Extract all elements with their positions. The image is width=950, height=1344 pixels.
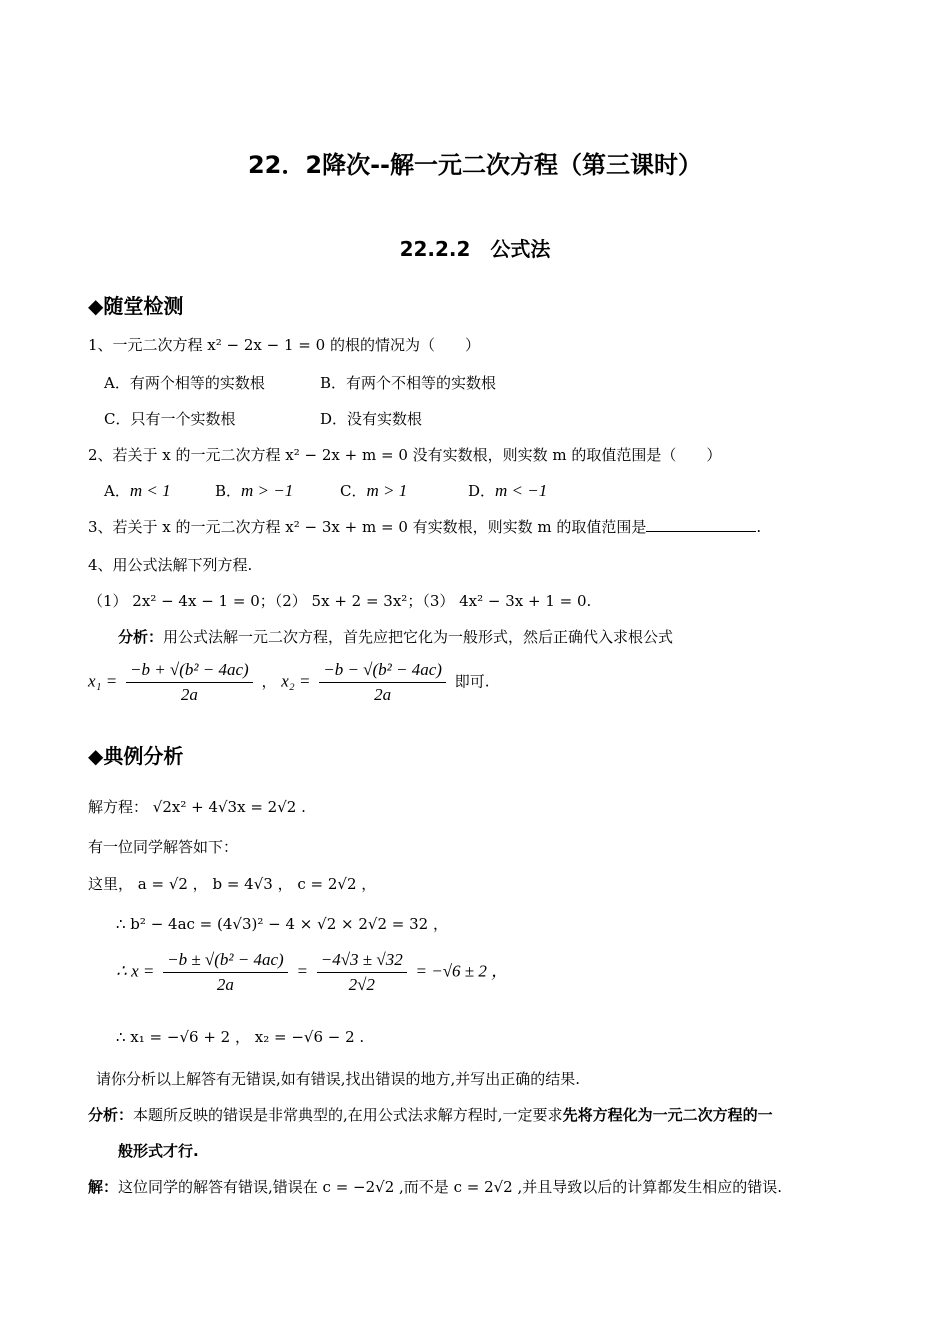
page-subtitle: 22.2.2 公式法	[399, 237, 551, 261]
analysis-2-bold: 先将方程化为一元二次方程的一	[562, 1106, 773, 1124]
x2-numerator: −b − √(b² − 4ac)	[319, 660, 446, 683]
q2-option-d	[468, 480, 547, 501]
q2-option-c	[340, 480, 407, 501]
q1-option-b: B．有两个不相等的实数根	[320, 374, 497, 392]
formula-end: 即可.	[454, 672, 490, 691]
formula-comma: ，	[261, 672, 277, 691]
solution-line-1: 这里， a = √2 ， b = 4√3 ， c = 2√2 ，	[88, 875, 377, 893]
x1-numerator: −b + √(b² − 4ac)	[126, 660, 253, 683]
q2-option-a	[104, 480, 171, 501]
q2-option-b	[215, 480, 293, 501]
example-question: 请你分析以上解答有无错误,如有错误,找出错误的地方,并写出正确的结果.	[96, 1070, 581, 1088]
analysis-1-text: 用公式法解一元二次方程，首先应把它化为一般形式，然后正确代入求根公式	[163, 628, 674, 646]
section-heading-quiz: ◆随堂检测	[88, 294, 184, 318]
section-heading-examples: ◆典例分析	[88, 744, 184, 768]
q2-option-d-label: D．	[468, 482, 496, 500]
x2-denominator: 2a	[374, 685, 392, 704]
analysis-1-label: 分析：	[118, 628, 164, 646]
q2-option-d-math: m < −1	[495, 481, 548, 500]
q1-option-a: A．有两个相等的实数根	[104, 374, 265, 392]
x2-label: x₂ =	[281, 671, 311, 691]
solution-line-2: ∴ b² − 4ac = (4√3)² − 4 × √2 × 2√2 = 32 ，	[116, 915, 448, 933]
x1-fraction	[126, 660, 253, 705]
example-intro: 有一位同学解答如下：	[88, 838, 239, 856]
question-1: 1、一元二次方程 x² − 2x − 1 = 0 的根的情况为（ ）	[88, 336, 480, 354]
line3-numerator-2: −4√3 ± √32	[317, 950, 407, 973]
question-4: 4、用公式法解下列方程.	[88, 556, 253, 574]
line3-lhs: ∴ x =	[116, 961, 155, 981]
answer-blank	[646, 517, 756, 532]
q1-option-c: C．只有一个实数根	[104, 410, 236, 428]
q2-option-b-math: m > −1	[241, 481, 294, 500]
example-problem: 解方程： √2x² + 4√3x = 2√2 .	[88, 798, 306, 816]
question-3	[88, 516, 761, 537]
solution-text: 这位同学的解答有错误,错误在 c = −2√2 ,而不是 c = 2√2 ,并且导致以后的计算都发生相应的错误.	[118, 1178, 783, 1196]
analysis-2	[88, 1104, 773, 1125]
x1-denominator: 2a	[180, 685, 198, 704]
line3-numerator-1: −b ± √(b² − 4ac)	[163, 950, 288, 973]
question-3-text: 3、若关于 x 的一元二次方程 x² − 3x + m = 0 有实数根，则实数 m 的取值范围是	[88, 518, 647, 536]
q2-option-a-math: m < 1	[129, 481, 171, 500]
analysis-2-label: 分析：	[88, 1106, 134, 1124]
q1-option-d: D．没有实数根	[320, 410, 423, 428]
analysis-2-text: 本题所反映的错误是非常典型的,在用公式法求解方程时,一定要求	[133, 1106, 563, 1124]
q2-option-a-label: A．	[104, 482, 130, 500]
x2-fraction	[319, 660, 446, 705]
solution-line-3	[116, 950, 508, 995]
line3-fraction-1	[163, 950, 288, 995]
question-2: 2、若关于 x 的一元二次方程 x² − 2x + m = 0 没有实数根，则实数 m 的取值范围是（ ）	[88, 446, 722, 464]
q2-option-b-label: B．	[215, 482, 242, 500]
line3-rhs: = −√6 ± 2 ，	[415, 961, 509, 981]
analysis-1	[118, 626, 673, 647]
solution	[88, 1176, 782, 1197]
question-4-parts: （1） 2x² − 4x − 1 = 0；（2） 5x + 2 = 3x²；（3） 4x² − 3x + 1 = 0.	[88, 592, 592, 610]
analysis-2-line-2: 般形式才行.	[118, 1142, 199, 1160]
page-title: 22．2降次--解一元二次方程（第三课时）	[247, 151, 703, 179]
solution-label: 解：	[88, 1178, 119, 1196]
x1-label: x₁ =	[88, 671, 118, 691]
q2-option-c-label: C．	[340, 482, 367, 500]
line3-denominator-1: 2a	[216, 975, 234, 994]
line3-fraction-2	[317, 950, 407, 995]
line3-denominator-2: 2√2	[348, 975, 375, 994]
q2-option-c-math: m > 1	[366, 481, 408, 500]
line3-equals: =	[296, 961, 308, 981]
solution-line-4: ∴ x₁ = −√6 + 2 ， x₂ = −√6 − 2 .	[116, 1028, 365, 1046]
quadratic-formula	[88, 660, 490, 705]
question-3-end: .	[756, 518, 762, 536]
